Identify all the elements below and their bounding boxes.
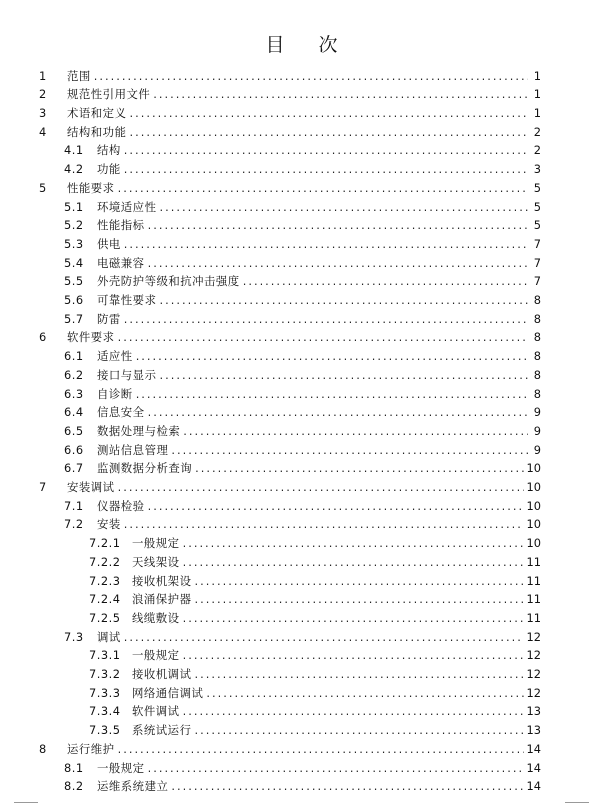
toc-entry-page: 9 <box>533 423 541 438</box>
toc-entry-number: 6.2 <box>64 367 84 382</box>
toc-entry-number: 7.3 <box>64 629 84 644</box>
toc-entry-page: 7 <box>533 255 541 270</box>
toc-entry-page: 3 <box>533 162 541 177</box>
toc-leader-dots <box>148 218 528 232</box>
toc-entry-number: 4 <box>39 124 47 139</box>
toc-entry-number: 7.2.5 <box>89 610 121 625</box>
toc-entry-page: 8 <box>533 367 541 382</box>
toc-entry-4-1[interactable] <box>0 139 603 158</box>
toc-entry-page: 14 <box>526 741 541 756</box>
toc-entry-number: 5.1 <box>64 199 84 214</box>
toc-entry-page: 7 <box>533 236 541 251</box>
toc-entry-6-3[interactable] <box>0 382 603 401</box>
toc-leader-dots <box>148 256 528 270</box>
toc-entry-page: 9 <box>533 405 541 420</box>
toc-entry-label: 术语和定义 <box>67 106 127 121</box>
toc-entry-label: 性能要求 <box>67 180 115 195</box>
toc-entry-number: 7 <box>39 480 47 495</box>
toc-entry-page: 8 <box>533 311 541 326</box>
toc-entry-label: 结构 <box>97 143 121 158</box>
toc-entry-page: 5 <box>533 180 541 195</box>
toc-entry-6-5[interactable] <box>0 419 603 438</box>
toc-entry-label: 线缆敷设 <box>132 610 180 625</box>
toc-entry-number: 5.7 <box>64 311 84 326</box>
toc-entry-number: 6.3 <box>64 386 84 401</box>
toc-entry-page: 1 <box>533 106 541 121</box>
toc-entry-7-2[interactable] <box>0 513 603 532</box>
toc-leader-dots <box>171 779 523 793</box>
toc-entry-3[interactable] <box>0 101 603 120</box>
toc-leader-dots <box>124 143 528 157</box>
toc-leader-dots <box>148 499 524 513</box>
toc-entry-8-2[interactable] <box>0 775 603 794</box>
toc-leader-dots <box>129 125 528 139</box>
toc-leader-dots <box>183 424 528 438</box>
toc-entry-page: 10 <box>526 517 541 532</box>
toc-entry-page: 8 <box>533 386 541 401</box>
toc-entry-page: 2 <box>533 124 541 139</box>
toc-entry-number: 7.2.1 <box>89 536 121 551</box>
toc-entry-label: 信息安全 <box>97 405 145 420</box>
toc-entry-number: 1 <box>39 68 47 83</box>
toc-entry-number: 6 <box>39 330 47 345</box>
toc-entry-number: 5 <box>39 180 47 195</box>
toc-entry-1[interactable] <box>0 64 603 83</box>
toc-entry-number: 5.2 <box>64 218 84 233</box>
toc-entry-label: 适应性 <box>97 349 133 364</box>
toc-entry-label: 系统试运行 <box>132 723 192 738</box>
toc-entry-label: 软件调试 <box>132 704 180 719</box>
toc-entry-label: 外壳防护等级和抗冲击强度 <box>97 274 240 289</box>
toc-entry-number: 5.4 <box>64 255 84 270</box>
toc-entry-label: 监测数据分析查询 <box>97 461 193 476</box>
toc-entry-number: 8 <box>39 741 47 756</box>
toc-entry-6-1[interactable] <box>0 345 603 364</box>
toc-entry-7-3-4[interactable] <box>0 700 603 719</box>
toc-entry-5[interactable] <box>0 176 603 195</box>
toc-leader-dots <box>171 443 528 457</box>
toc-leader-dots <box>206 686 523 700</box>
toc-leader-dots <box>159 200 528 214</box>
toc-entry-label: 电磁兼容 <box>97 255 145 270</box>
toc-leader-dots <box>183 648 524 662</box>
toc-entry-label: 结构和功能 <box>67 124 127 139</box>
toc-entry-label: 测站信息管理 <box>97 442 169 457</box>
toc-entry-page: 13 <box>526 723 541 738</box>
toc-entry-page: 10 <box>526 461 541 476</box>
toc-entry-label: 自诊断 <box>97 386 133 401</box>
toc-entry-number: 7.3.5 <box>89 723 121 738</box>
toc-entry-number: 4.2 <box>64 162 84 177</box>
toc-entry-page: 1 <box>533 68 541 83</box>
toc-entry-5-2[interactable] <box>0 214 603 233</box>
toc-entry-7-3-2[interactable] <box>0 662 603 681</box>
toc-entry-label: 防雷 <box>97 311 121 326</box>
toc-entry-page: 12 <box>526 629 541 644</box>
toc-entry-number: 5.3 <box>64 236 84 251</box>
toc-leader-dots <box>124 237 528 251</box>
toc-entry-number: 6.1 <box>64 349 84 364</box>
toc-entry-number: 7.2.4 <box>89 592 121 607</box>
toc-entry-number: 7.3.4 <box>89 704 121 719</box>
toc-leader-dots <box>129 106 528 120</box>
toc-entry-7-2-5[interactable] <box>0 606 603 625</box>
toc-entry-7-2-4[interactable] <box>0 588 603 607</box>
toc-leader-dots <box>183 555 524 569</box>
toc-entry-2[interactable] <box>0 83 603 102</box>
toc-entry-page: 11 <box>526 610 541 625</box>
toc-entry-page: 10 <box>526 480 541 495</box>
toc-leader-dots <box>195 461 523 475</box>
toc-leader-dots <box>124 312 528 326</box>
toc-leader-dots <box>159 368 528 382</box>
toc-entry-page: 5 <box>533 199 541 214</box>
toc-entry-4-2[interactable] <box>0 158 603 177</box>
toc-leader-dots <box>183 536 524 550</box>
toc-entry-page: 14 <box>526 779 541 794</box>
toc-entry-label: 浪涌保护器 <box>132 592 192 607</box>
toc-entry-7[interactable] <box>0 475 603 494</box>
toc-entry-label: 调试 <box>97 629 121 644</box>
toc-entry-label: 运行维护 <box>67 741 115 756</box>
toc-entry-6-2[interactable] <box>0 363 603 382</box>
toc-entry-label: 可靠性要求 <box>97 293 157 308</box>
toc-entry-number: 7.1 <box>64 498 84 513</box>
toc-entry-7-3[interactable] <box>0 625 603 644</box>
toc-leader-dots <box>194 667 523 681</box>
toc-entry-page: 5 <box>533 218 541 233</box>
toc-leader-dots <box>194 592 523 606</box>
toc-entry-page: 10 <box>526 536 541 551</box>
toc-entry-6[interactable] <box>0 326 603 345</box>
toc-leader-dots <box>136 349 528 363</box>
toc-entry-5-3[interactable] <box>0 232 603 251</box>
toc-entry-label: 安装调试 <box>67 480 115 495</box>
toc-leader-dots <box>194 723 523 737</box>
toc-leader-dots <box>118 330 528 344</box>
toc-entry-6-4[interactable] <box>0 401 603 420</box>
toc-entry-number: 6.6 <box>64 442 84 457</box>
toc-leader-dots <box>124 162 528 176</box>
toc-entry-label: 功能 <box>97 162 121 177</box>
toc-leader-dots <box>183 704 524 718</box>
toc-entry-number: 5.5 <box>64 274 84 289</box>
toc-entry-7-3-5[interactable] <box>0 719 603 738</box>
page-corner-mark-right <box>565 802 589 809</box>
toc-entry-7-2-1[interactable] <box>0 532 603 551</box>
toc-entry-label: 环境适应性 <box>97 199 157 214</box>
toc-entry-page: 13 <box>526 704 541 719</box>
toc-entry-number: 2 <box>39 87 47 102</box>
toc-entry-label: 安装 <box>97 517 121 532</box>
toc-leader-dots <box>183 611 524 625</box>
toc-entry-page: 12 <box>526 667 541 682</box>
toc-entry-number: 7.2.2 <box>89 554 121 569</box>
toc-entry-label: 接收机架设 <box>132 573 192 588</box>
toc-entry-number: 6.4 <box>64 405 84 420</box>
toc-entry-7-2-2[interactable] <box>0 550 603 569</box>
toc-entry-label: 仪器检验 <box>97 498 145 513</box>
toc-entry-number: 7.3.2 <box>89 667 121 682</box>
toc-entry-5-5[interactable] <box>0 270 603 289</box>
toc-entry-label: 范围 <box>67 68 91 83</box>
toc-entry-label: 软件要求 <box>67 330 115 345</box>
toc-entry-7-1[interactable] <box>0 494 603 513</box>
toc-leader-dots <box>153 87 528 101</box>
toc-entry-label: 一般规定 <box>132 536 180 551</box>
toc-entry-number: 4.1 <box>64 143 84 158</box>
toc-entry-number: 8.1 <box>64 760 84 775</box>
toc-leader-dots <box>124 630 524 644</box>
toc-entry-number: 6.7 <box>64 461 84 476</box>
toc-entry-6-6[interactable] <box>0 438 603 457</box>
toc-entry-page: 9 <box>533 442 541 457</box>
toc-leader-dots <box>194 574 523 588</box>
toc-entry-page: 1 <box>533 87 541 102</box>
toc-leader-dots <box>136 387 528 401</box>
toc-entry-page: 12 <box>526 685 541 700</box>
toc-entry-page: 11 <box>526 573 541 588</box>
toc-entry-5-6[interactable] <box>0 288 603 307</box>
toc-entry-5-4[interactable] <box>0 251 603 270</box>
toc-entry-label: 接口与显示 <box>97 367 157 382</box>
toc-entry-page: 10 <box>526 498 541 513</box>
toc-leader-dots <box>148 761 524 775</box>
toc-entry-page: 14 <box>526 760 541 775</box>
toc-entry-page: 8 <box>533 330 541 345</box>
toc-entry-page: 7 <box>533 274 541 289</box>
toc-title: 目 次 <box>265 34 352 56</box>
toc-entry-8-1[interactable] <box>0 756 603 775</box>
toc-leader-dots <box>118 742 524 756</box>
toc-leader-dots <box>159 293 528 307</box>
toc-entry-label: 一般规定 <box>132 648 180 663</box>
toc-entry-7-2-3[interactable] <box>0 569 603 588</box>
toc-entry-6-7[interactable] <box>0 457 603 476</box>
toc-entry-number: 5.6 <box>64 293 84 308</box>
toc-entry-5-7[interactable] <box>0 307 603 326</box>
toc-entry-label: 规范性引用文件 <box>67 87 151 102</box>
page-corner-mark-left <box>14 802 38 809</box>
toc-entry-page: 2 <box>533 143 541 158</box>
toc-entry-page: 8 <box>533 293 541 308</box>
toc-entry-label: 性能指标 <box>97 218 145 233</box>
toc-leader-dots <box>94 69 528 83</box>
toc-entry-page: 11 <box>526 554 541 569</box>
toc-entry-7-3-3[interactable] <box>0 681 603 700</box>
toc-entry-page: 11 <box>526 592 541 607</box>
toc-entry-label: 天线架设 <box>132 554 180 569</box>
toc-entry-number: 6.5 <box>64 423 84 438</box>
toc-entry-number: 8.2 <box>64 779 84 794</box>
toc-entry-label: 数据处理与检索 <box>97 423 181 438</box>
toc-entry-page: 12 <box>526 648 541 663</box>
toc-entry-label: 接收机调试 <box>132 667 192 682</box>
toc-entry-label: 供电 <box>97 236 121 251</box>
toc-entry-4[interactable] <box>0 120 603 139</box>
toc-entry-5-1[interactable] <box>0 195 603 214</box>
toc-entry-number: 3 <box>39 106 47 121</box>
toc-entry-number: 7.3.3 <box>89 685 121 700</box>
toc-entry-label: 运维系统建立 <box>97 779 169 794</box>
toc-entry-8[interactable] <box>0 737 603 756</box>
toc-entry-page: 8 <box>533 349 541 364</box>
toc-leader-dots <box>118 181 528 195</box>
toc-entry-number: 7.2 <box>64 517 84 532</box>
toc-leader-dots <box>243 274 528 288</box>
toc-leader-dots <box>118 480 524 494</box>
toc-entry-label: 网络通信调试 <box>132 685 204 700</box>
toc-entry-number: 7.2.3 <box>89 573 121 588</box>
toc-entry-label: 一般规定 <box>97 760 145 775</box>
toc-entry-7-3-1[interactable] <box>0 644 603 663</box>
toc-leader-dots <box>124 517 524 531</box>
toc-leader-dots <box>148 405 528 419</box>
toc-entry-number: 7.3.1 <box>89 648 121 663</box>
